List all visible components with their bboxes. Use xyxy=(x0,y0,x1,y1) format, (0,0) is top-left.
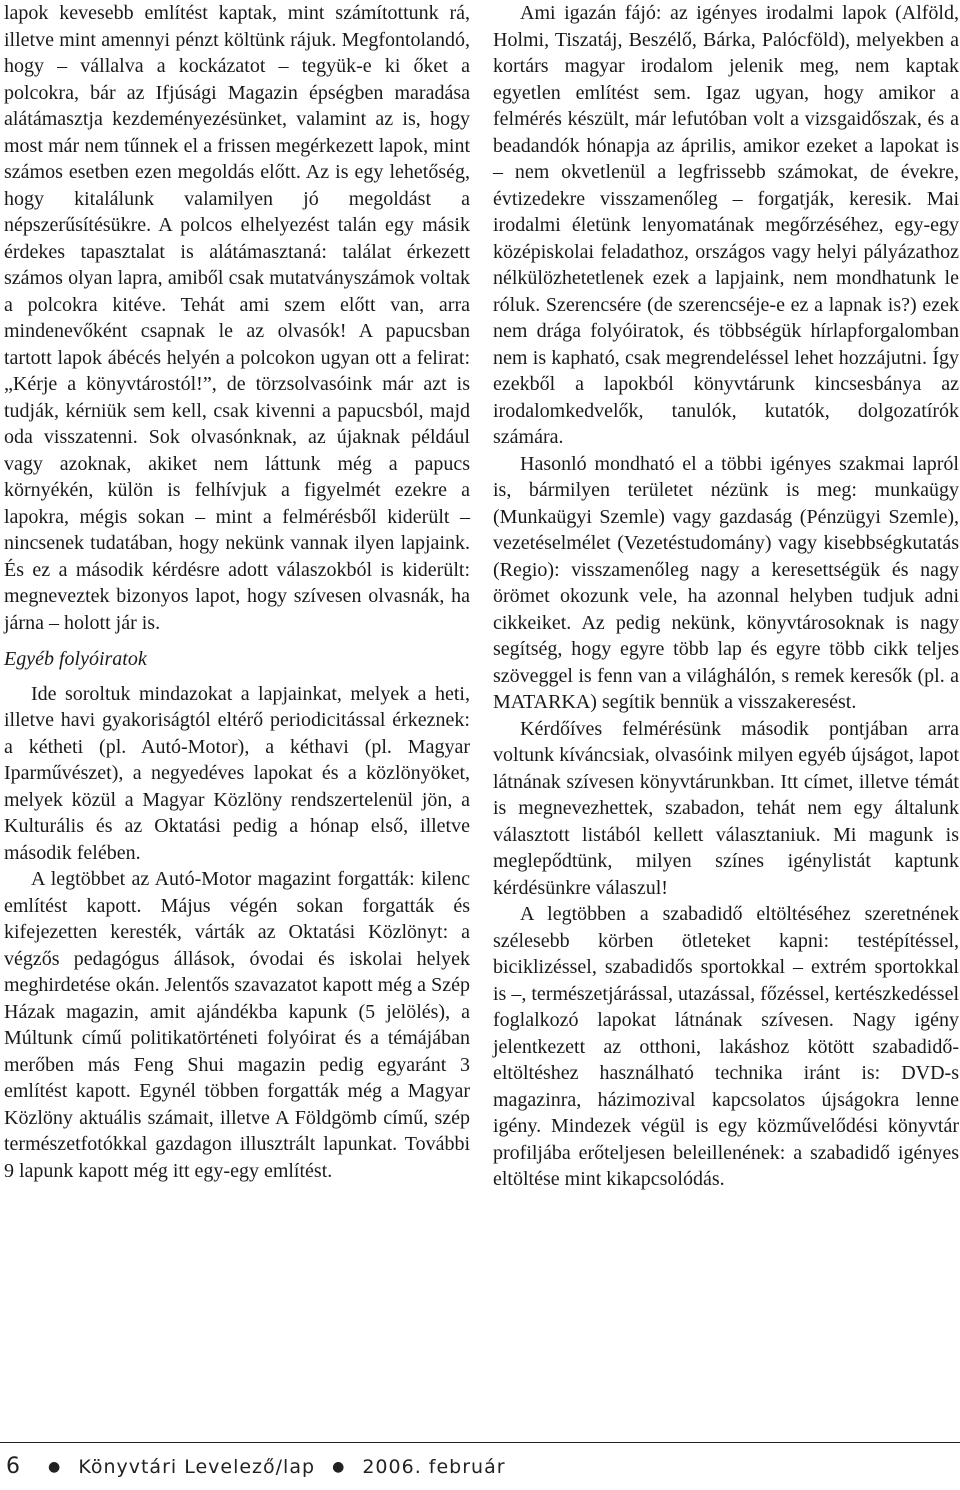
body-paragraph: Hasonló mondható el a többi igényes szakmai lapról is, bármilyen területet nézünk is meg: munkaügy (Munkaügyi Szemle) vagy gazdaság (Pénzügyi Szemle), vezetéselmélet (Vezetéstudomány) vagy kisebbségkutatás (Regio): visszamenőleg nagy a keresettségük és nagy örömet okozunk vele, ha azonnal helyben tudjuk adni cikkeiket. Az pedig nekünk, könyvtárosoknak is nagy segítség, hogy egyre több lap és egyre több cikk teljes szöveggel is fenn van a világhálón, s remek keresők (pl. a MATARKA) segítik bennük a visszakeresést. xyxy=(493,452,959,713)
body-paragraph: Ide soroltuk mindazokat a lapjainkat, melyek a heti, illetve havi gyakoriságtól eltérő periodicitással érkeznek: a kétheti (pl. Autó-Motor), a kéthavi (pl. Magyar Iparművészet), a negyedéves lapokat és a közlönyöket, melyek közül a Magyar Közlöny rendszertelenül jön, a Kulturális és az Oktatási pedig a hónap első, illetve második felében. xyxy=(4,682,470,864)
left-column xyxy=(4,0,470,1184)
footer-divider xyxy=(0,1442,960,1443)
issue-date: 2006. február xyxy=(362,1456,506,1478)
body-paragraph: lapok kevesebb említést kaptak, mint számítottunk rá, illetve mint amennyi pénzt költünk rájuk. Megfontolandó, hogy – vállalva a kockázatot – tegyük-e ki őket a polcokra, bár az Ifjúsági Magazin épségben maradása alátámasztja kezdeményezésünket, valamint az is, hogy most már nem tűnnek el a frissen megérkezett lapok, mint számos esetben ezen megoldás előtt. Az is egy lehetőség, hogy kitalálunk valamilyen jó megoldást a népszerűsítésükre. A polcos elhelyezést talán egy másik érdekes tapasztalat is alátámasztaná: találat érkezett számos olyan lapra, amiből csak mutatványszámok voltak a polcokra kitéve. Tehát ami szem előtt van, arra mindenevőként csapnak le az olvasók! A papucsban tartott lapok ábécés helyén a polcokon ugyan ott a felirat: „Kérje a könyvtárostól!”, de törzsolvasóink már azt is tudják, kérniük sem kell, csak kivenni a papucsból, majd oda visszatenni. Sok olvasónknak, az újaknak például vagy azoknak, akiket nem láttunk még a papucs környékén, külön is felhívjuk a figyelmét ezekre a lapokra, mégis sokan – mint a felmérésből kiderült – nincsenek tudatában, hogy nekünk vannak ilyen lapjaink. És ez a második kérdésre adott válaszokból is kiderült: megneveztek bizonyos lapot, hogy szívesen olvasnák, ha járna – holott jár is. xyxy=(4,2,470,634)
body-paragraph: A legtöbbet az Autó-Motor magazint forgatták: kilenc említést kapott. Május végén sokan forgatták és kifejezetten keresték, várták az Oktatási Közlönyt: a végzős pedagógus állások, óvodai és iskolai helyek meghirdetése okán. Jelentős szavazatot kapott még a Szép Házak magazin, amit ajándékba kapunk (5 jelölés), a Múltunk című politikatörténeti folyóirat és a témájában merőben más Feng Shui magazin pedig egyaránt 3 említést kapott. Egynél többen forgatták még a Magyar Közlöny aktuális számait, illetve A Földgömb című, szép természetfotókkal gazdagon illusztrált lapunkat. További 9 lapunk kapott még itt egy-egy említést. xyxy=(4,868,470,1182)
body-paragraph: Kérdőíves felmérésünk második pontjában arra voltunk kíváncsiak, olvasóink milyen egyéb újságot, lapot látnának szívesen könyvtárunkban. Itt címet, illetve témát is megnevezhettek, szabadon, tehát nem egy általunk választott listából kellett választaniuk. Mi magunk is meglepődtünk, milyen színes igénylistát kaptunk kérdésünkre válaszul! xyxy=(493,717,959,899)
section-heading: Egyéb folyóiratok xyxy=(4,648,147,670)
bullet-icon: ● xyxy=(48,1459,62,1475)
body-paragraph: A legtöbben a szabadidő eltöltéséhez szeretnének szélesebb körben ötleteket kapni: testépítéssel, biciklizéssel, szabadidős sportokkal – extrém sportokkal is –, természetjárással, utazással, főzéssel, kertészkedéssel foglalkozó lapokat látnának szívesen. Nagy igény jelentkezett az otthoni, lakáshoz kötött szabadidő-eltöltéshez használható technika iránt is: DVD-s magazinra, házimozival kapcsolatos újságokra lenne igény. Mindezek végül is egy közművelődési könyvtár profiljába erőteljesen beleillenének: a szabadidő igényes eltöltése mint kikapcsolódás. xyxy=(493,903,959,1190)
page-footer xyxy=(6,1454,506,1479)
bullet-icon: ● xyxy=(332,1459,346,1475)
page-number: 6 xyxy=(6,1454,21,1479)
right-column xyxy=(493,0,959,1193)
journal-title: Könyvtári Levelező/lap xyxy=(78,1456,316,1478)
body-paragraph: Ami igazán fájó: az igényes irodalmi lapok (Alföld, Holmi, Tiszatáj, Beszélő, Bárka, Palócföld), melyekben a kortárs magyar irodalom jelenik meg, nem kaptak egyetlen említést sem. Igaz ugyan, hogy amikor a felmérés készült, már lefutóban volt a vizsgaidőszak, és a beadandók hónapja az április, amikor ezeket a lapokat is – nem okvetlenül a legfrissebb számokat, de évekre, évtizedekre visszamenőleg – forgatják, keresik. Mai irodalmi életünk lenyomatának megőrzéséhez, egy-egy középiskolai feladathoz, országos vagy helyi pályázathoz nélkülözhetetlenek ezek a lapjaink, nem mondhatunk le róluk. Szerencsére (de szerencséje-e ez a lapnak is?) ezek nem drága folyóiratok, és többségük hírlapforgalomban nem is kapható, csak megrendeléssel lehet hozzájutni. Így ezekből a lapokból könyvtárunk kincsesbánya az irodalomkedvelők, tanulók, kutatók, dolgozatírók számára. xyxy=(493,2,959,448)
